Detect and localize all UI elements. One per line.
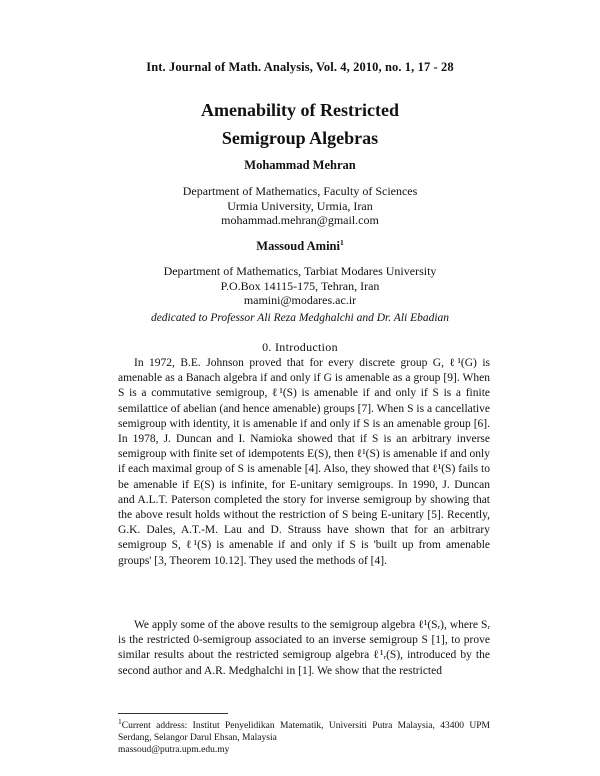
footnote	[118, 716, 490, 756]
section-heading: 0. Introduction	[262, 340, 338, 354]
footnote-mark: 1	[118, 717, 122, 726]
author-2-footnote-mark: 1	[339, 238, 344, 247]
author-2-name: Massoud Amini	[256, 239, 340, 254]
author-2-affiliation	[0, 264, 600, 308]
footnote-email: massoud@putra.upm.edu.my	[118, 745, 230, 756]
author-2-email: mamini@modares.ac.ir	[243, 293, 357, 307]
dedication: dedicated to Professor Ali Reza Medghalchi and Dr. Ali Ebadian	[150, 312, 450, 324]
title-line-1: Amenability of Restricted	[201, 100, 399, 120]
paragraph-1-text: In 1972, B.E. Johnson proved that for every discrete group G, ℓ¹(G) is amenable as a Banach algebra if and only if G is amenable as a group [9]. When S is a commutative semigroup, ℓ¹(S) is amenable if and only if S is a finite semilattice of abelian (and hence amenable) groups [7]. When S is a cancellative semigroup with identity, it is amenable if and only if S is an amenable group [6]. In 1978, J. Duncan and I. Namioka showed that if S is an arbitrary inverse semigroup with finite set of idempotents E(S), then ℓ¹(S) is amenable if and only if each maximal group of S is amenable [4]. Also, they showed that ℓ¹(S) fails to be amenable if E(S) is infinite, for E-unitary semigroups. In 1990, J. Duncan and A.L.T. Paterson completed the story for inverse semigroup by showing that the above result holds without the restriction of S being E-unitary [5]. Recently, G.K. Dales, A.T.-M. Lau and D. Strauss have shown that for an arbitrary semigroup S, ℓ¹(S) is amenable if and only if S is 'built up from amenable groups' [3, Theorem 10.12]. They used the methods of [4].	[118, 357, 490, 567]
footnote-address	[118, 716, 490, 744]
intro-paragraph-2	[118, 618, 490, 679]
author-1-affiliation	[0, 184, 600, 228]
footnote-text: Current address: Institut Penyelidikan Matematik, Universiti Putra Malaysia, 43400 UPM Serdang, Selangor Darul Ehsan, Malaysia	[118, 721, 490, 744]
intro-paragraph-1	[118, 356, 490, 569]
author-1-affil-line-2: Urmia University, Urmia, Iran	[227, 198, 373, 213]
author-2	[0, 238, 600, 254]
journal-header: Int. Journal of Math. Analysis, Vol. 4, 2010, no. 1, 17 - 28	[146, 60, 454, 74]
paper-title	[0, 96, 600, 152]
author-2-affil-line-2: P.O.Box 14115-175, Tehran, Iran	[220, 278, 380, 293]
title-line-2: Semigroup Algebras	[221, 128, 379, 148]
author-2-affil-line-1: Department of Mathematics, Tarbiat Modares University	[163, 264, 437, 278]
author-1-affil-line-1: Department of Mathematics, Faculty of Sciences	[182, 184, 418, 198]
footnote-rule	[118, 713, 228, 714]
author-1-name: Mohammad Mehran	[244, 158, 356, 172]
author-1-email: mohammad.mehran@gmail.com	[221, 213, 379, 227]
paragraph-2-text: We apply some of the above results to the semigroup algebra ℓ¹(Sᵣ), where Sᵣ is the restricted 0-semigroup associated to an inverse semigroup S [1], to prove similar results about the restricted semigroup algebra ℓ¹ᵣ(S), introduced by the second author and A.R. Medghalchi in [1]. We show that the restricted	[118, 619, 490, 677]
